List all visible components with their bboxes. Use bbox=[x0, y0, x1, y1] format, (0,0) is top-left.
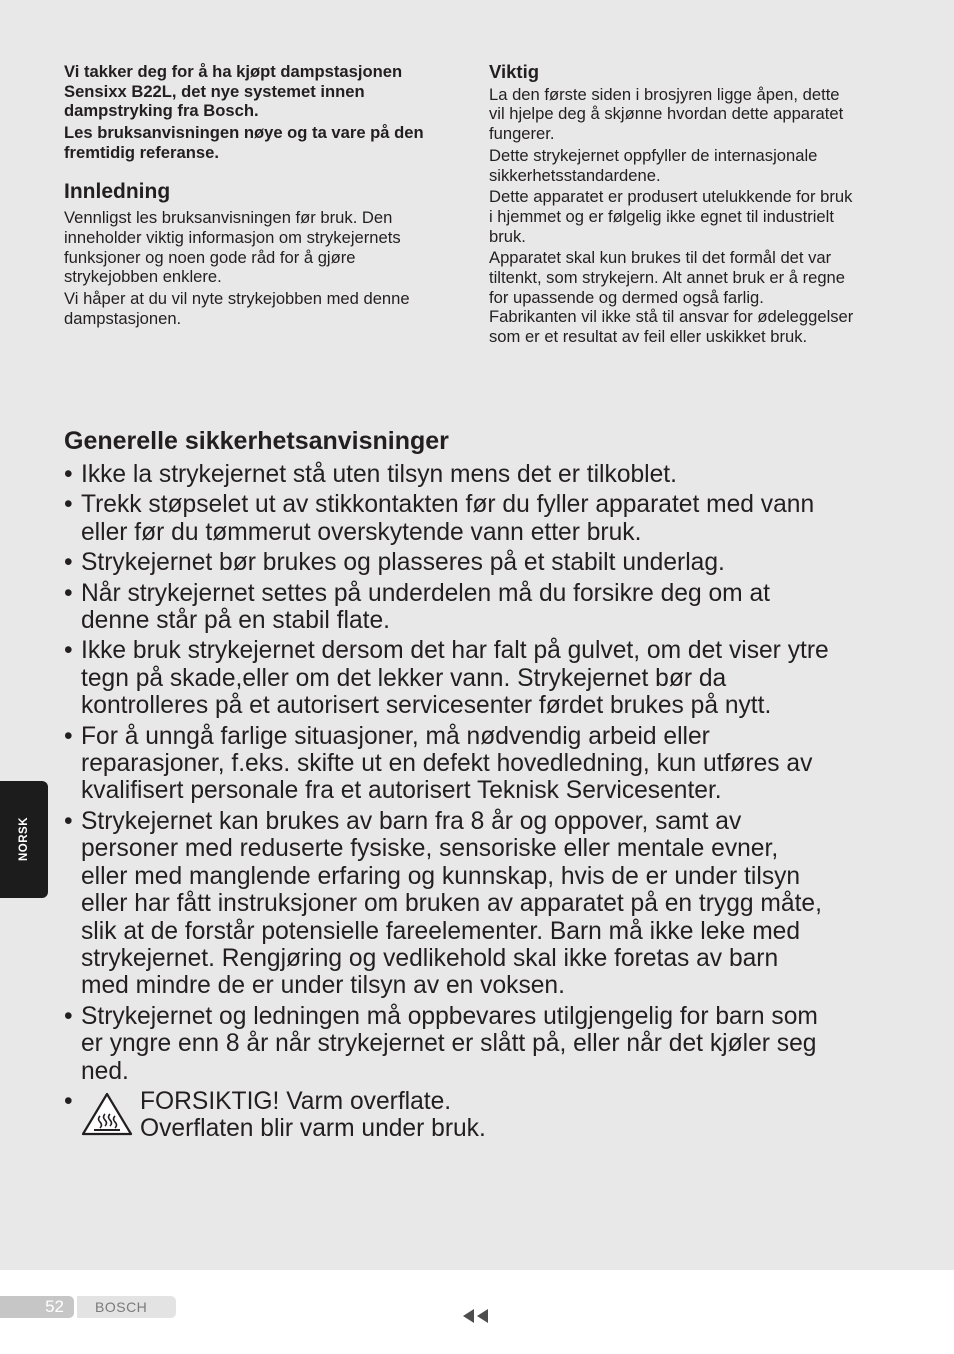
important-paragraph bbox=[489, 248, 909, 347]
text-line: fungerer. bbox=[489, 124, 555, 144]
language-tab bbox=[0, 781, 48, 898]
text-line: kontrolleres på et autorisert servicesenter førdet brukes på nytt. bbox=[81, 692, 772, 720]
text-line: Dette strykejernet oppfyller de internasjonale bbox=[489, 145, 818, 165]
text-line: Vennligst les bruksanvisningen før bruk. Den bbox=[64, 208, 393, 228]
text-line: for upassende og dermed også farlig. bbox=[489, 287, 764, 307]
text-line: La den første siden i brosjyren ligge åpen, dette bbox=[489, 84, 840, 104]
text-line: Vi håper at du vil nyte strykejobben med denne bbox=[64, 289, 410, 309]
back-arrows-icon[interactable] bbox=[463, 1309, 491, 1323]
text-line: Fabrikanten vil ikke stå til ansvar for ødeleggelser bbox=[489, 307, 854, 327]
warning-row bbox=[81, 1088, 909, 1143]
text-line: sikkerhetsstandardene. bbox=[489, 165, 661, 185]
text-line: med mindre de er under tilsyn av en voksen. bbox=[81, 972, 565, 1000]
text-line: Les bruksanvisningen nøye og ta vare på den bbox=[64, 123, 424, 143]
text-line: Strykejernet kan brukes av barn fra 8 år og oppover, samt av bbox=[81, 807, 742, 835]
warning-item bbox=[64, 1088, 909, 1143]
important-column bbox=[489, 62, 909, 347]
bullet: • bbox=[64, 722, 73, 750]
text-line: funksjoner og noen gode råd for å gjøre bbox=[64, 247, 356, 267]
text-line: inneholder viktig informasjon om strykejernets bbox=[64, 227, 401, 247]
intro-heading: Innledning bbox=[64, 179, 171, 203]
bullet: • bbox=[64, 579, 73, 607]
text-line: strykejernet. Rengjøring og vedlikehold skal ikke foretas av barn bbox=[81, 944, 779, 972]
text-line: reparasjoner, f.eks. skifte ut en defekt hovedledning, kun utføres av bbox=[81, 750, 813, 778]
important-paragraph bbox=[489, 85, 909, 144]
important-heading: Viktig bbox=[489, 61, 540, 82]
text-line: Ikke bruk strykejernet dersom det har falt på gulvet, om det viser ytre bbox=[81, 637, 829, 665]
text-line: For å unngå farlige situasjoner, må nødvendig arbeid eller bbox=[81, 722, 710, 750]
bullet: • bbox=[64, 461, 73, 488]
intro-paragraph bbox=[64, 208, 474, 287]
safety-heading: Generelle sikkerhetsanvisninger bbox=[64, 427, 449, 455]
warning-text bbox=[140, 1088, 486, 1143]
safety-list bbox=[64, 461, 909, 1143]
text-line: Vi takker deg for å ha kjøpt dampstasjonen bbox=[64, 62, 403, 81]
text-line: dampstasjonen. bbox=[64, 308, 182, 328]
safety-section bbox=[64, 426, 909, 1146]
list-item bbox=[64, 1003, 909, 1085]
text-line: Dette apparatet er produsert utelukkende for bruk bbox=[489, 187, 853, 207]
text-line: Ikke la strykejernet stå uten tilsyn mens det er tilkoblet. bbox=[81, 461, 677, 488]
text-line: vil hjelpe deg å skjønne hvordan dette apparatet bbox=[489, 104, 844, 124]
text-line: tegn på skade,eller om det lekker vann. Strykejernet bør da bbox=[81, 664, 727, 692]
thanks-paragraph bbox=[64, 62, 474, 121]
list-item bbox=[64, 549, 909, 576]
text-line: Strykejernet bør brukes og plasseres på et stabilt underlag. bbox=[81, 549, 725, 577]
text-line: Overflaten blir varm under bruk. bbox=[140, 1115, 486, 1143]
important-paragraph bbox=[489, 187, 909, 246]
important-paragraph bbox=[489, 146, 909, 185]
list-item bbox=[64, 491, 909, 546]
hot-surface-warning-icon bbox=[81, 1091, 133, 1137]
list-item bbox=[64, 580, 909, 635]
bullet: • bbox=[64, 807, 73, 835]
text-line: Apparatet skal kun brukes til det formål det var bbox=[489, 248, 832, 268]
text-line: dampstryking fra Bosch. bbox=[64, 101, 259, 121]
text-line: tiltenkt, som strykejern. Alt annet bruk er å regne bbox=[489, 268, 846, 288]
list-item bbox=[64, 461, 909, 488]
text-line: kvalifisert personale fra et autorisert Teknisk Servicesenter. bbox=[81, 777, 722, 805]
read-instructions-paragraph bbox=[64, 123, 474, 162]
text-line: Sensixx B22L, det nye systemet innen bbox=[64, 81, 365, 101]
page-number: 52 bbox=[0, 1296, 74, 1318]
bullet: • bbox=[64, 549, 73, 577]
text-line: ned. bbox=[81, 1057, 129, 1085]
language-tab-label: NORSK bbox=[18, 816, 30, 862]
text-line: er yngre enn 8 år når strykejernet er slått på, eller når det kjøler seg bbox=[81, 1030, 817, 1058]
bullet: • bbox=[64, 1002, 73, 1030]
text-line: bruk. bbox=[489, 226, 526, 246]
text-line: slik at de forstår potensielle fareelementer. Barn må ikke leke med bbox=[81, 917, 801, 945]
list-item bbox=[64, 637, 909, 719]
text-line: Når strykejernet settes på underdelen må du forsikre deg om at bbox=[81, 579, 770, 607]
text-line: denne står på en stabil flate. bbox=[81, 607, 390, 635]
text-line: som er et resultat av feil eller uskikket bruk. bbox=[489, 327, 808, 347]
brand-label: BOSCH bbox=[77, 1296, 176, 1318]
intro-column bbox=[64, 62, 474, 328]
bullet: • bbox=[64, 637, 73, 665]
text-line: eller før du tømmerut overskytende vann etter bruk. bbox=[81, 518, 642, 546]
text-line: personer med reduserte fysiske, sensoriske eller mentale evner, bbox=[81, 835, 779, 863]
text-line: eller har fått instruksjoner om bruken av apparatet på en trygg måte, bbox=[81, 890, 822, 918]
bullet: • bbox=[64, 491, 73, 519]
bullet: • bbox=[64, 1087, 73, 1115]
text-line: Strykejernet og ledningen må oppbevares utilgjengelig for barn som bbox=[81, 1002, 818, 1030]
list-item bbox=[64, 723, 909, 805]
list-item bbox=[64, 808, 909, 1000]
text-line: strykejobben enklere. bbox=[64, 267, 222, 287]
enjoy-paragraph bbox=[64, 289, 474, 328]
text-line: i hjemmet og er følgelig ikke egnet til industrielt bbox=[489, 206, 834, 226]
text-line: fremtidig referanse. bbox=[64, 142, 219, 162]
text-line: FORSIKTIG! Varm overflate. bbox=[140, 1087, 452, 1115]
text-line: Trekk støpselet ut av stikkontakten før du fyller apparatet med vann bbox=[81, 491, 815, 519]
text-line: eller med manglende erfaring og kunnskap, hvis de er under tilsyn bbox=[81, 862, 801, 890]
